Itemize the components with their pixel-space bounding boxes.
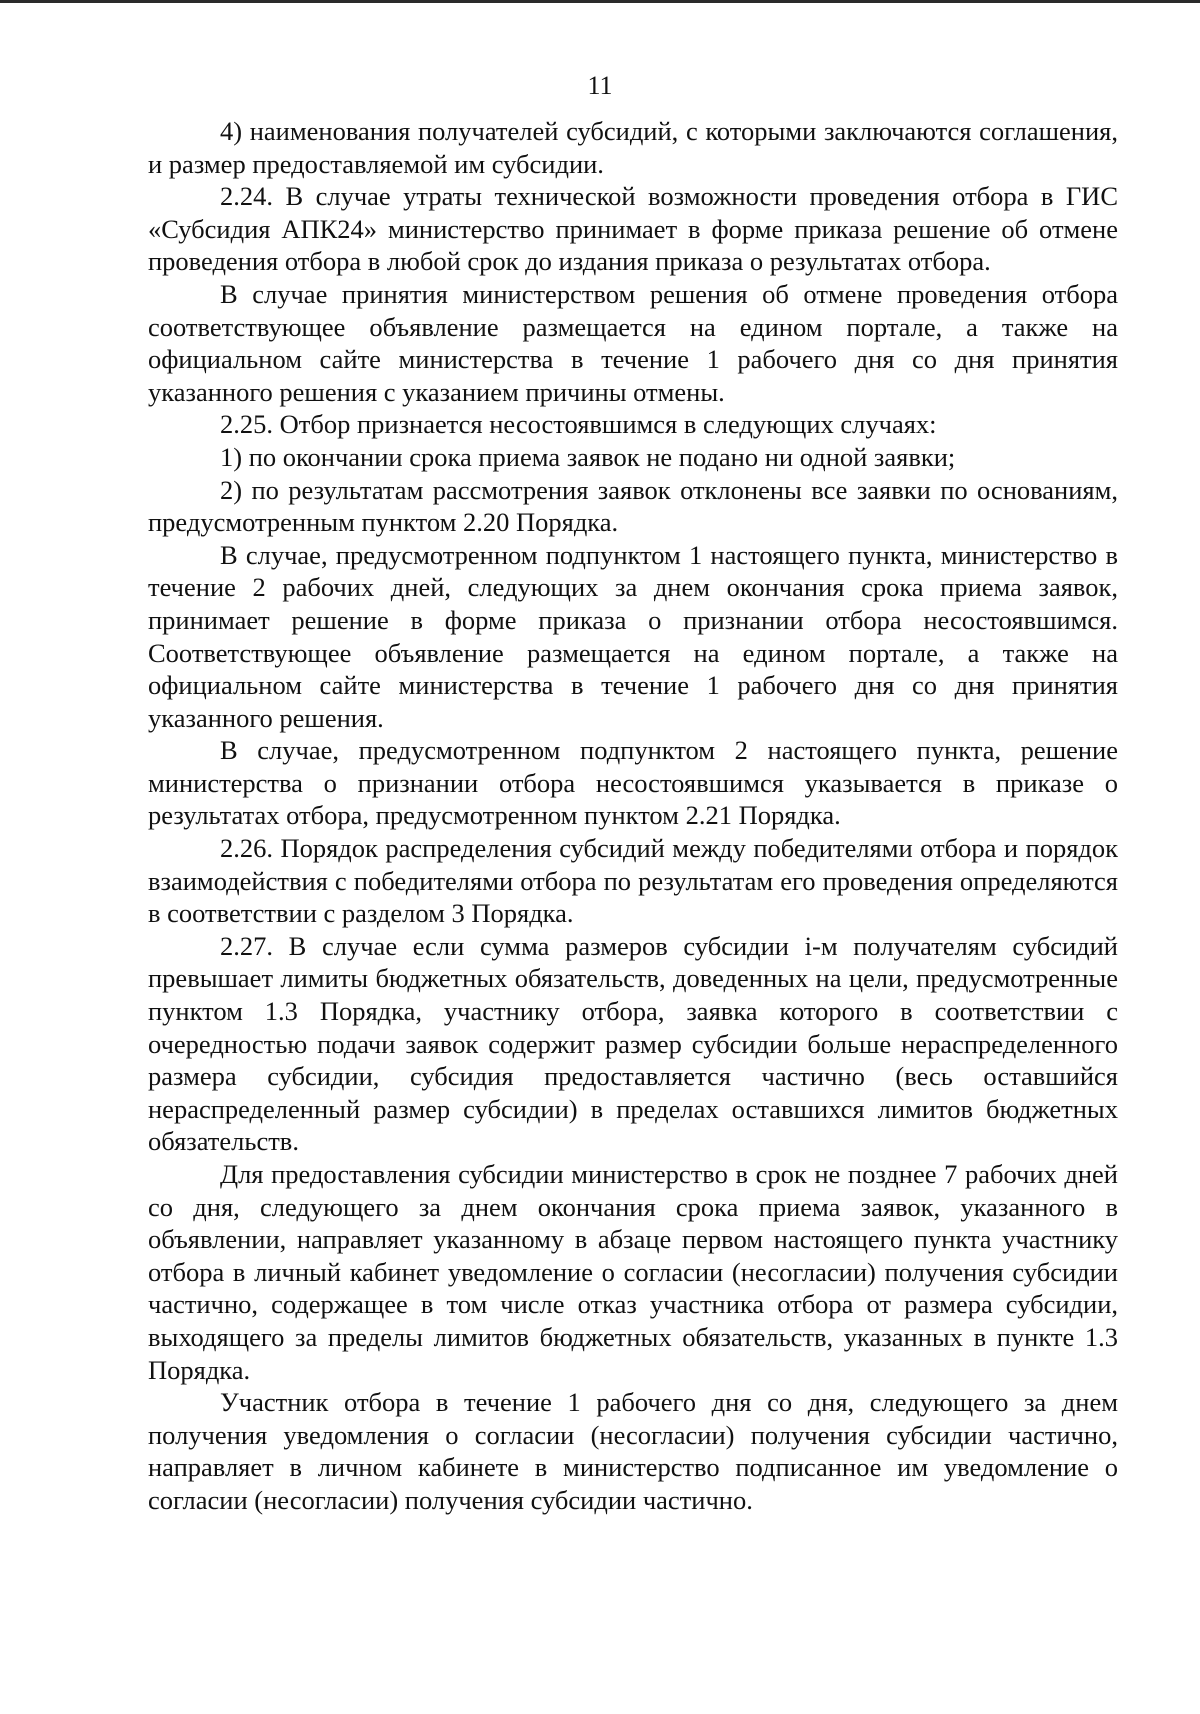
paragraph-item-4: 4) наименования получателей субсидий, с которыми заключаются соглашения, и размер предоставляемой им субсидии.: [148, 116, 1118, 179]
paragraph-partial-subsidy-notice: Для предоставления субсидии министерство в срок не позднее 7 рабочих дней со дня, следующего за днем окончания срока приема заявок, указанного в объявлении, направляет указанному в абзаце первом настоящего пункта участнику отбора в личный кабинет уведомление о согласии (несогласии) получения субсидии частично, содержащее в том числе отказ участника отбора от размера субсидии, выходящего за пределы лимитов бюджетных обязательств, указанных в пункте 1.3 Порядка.: [148, 1159, 1118, 1385]
paragraph-2-24: 2.24. В случае утраты технической возможности проведения отбора в ГИС «Субсидия АПК24» министерство принимает в форме приказа решение об отмене проведения отбора в любой срок до издания приказа о результатах отбора.: [148, 181, 1118, 277]
paragraph-case-1: 1) по окончании срока приема заявок не подано ни одной заявки;: [220, 441, 956, 472]
paragraph-case-1-decision: В случае, предусмотренном подпунктом 1 настоящего пункта, министерство в течение 2 рабочих дней, следующих за днем окончания срока приема заявок, принимает решение в форме приказа о признании отбора несостоявшимся. Соответствующее объявление размещается на едином портале, а также на официальном сайте министерства в течение 1 рабочего дня со дня принятия указанного решения.: [148, 539, 1118, 733]
scan-top-edge: [0, 0, 1200, 3]
document-body: [148, 115, 1118, 1517]
paragraph-participant-response: Участник отбора в течение 1 рабочего дня со дня, следующего за днем получения уведомления о согласии (несогласии) получения субсидии частично, направляет в личном кабинете в министерство подписанное им уведомление о согласии (несогласии) получения субсидии частично.: [148, 1387, 1118, 1515]
paragraph-2-26: 2.26. Порядок распределения субсидий между победителями отбора и порядок взаимодействия с победителями отбора по результатам его проведения определяются в соответствии с разделом 3 Порядка.: [148, 833, 1118, 929]
paragraph-cancellation-notice: В случае принятия министерством решения об отмене проведения отбора соответствующее объявление размещается на едином портале, а также на официальном сайте министерства в течение 1 рабочего дня со дня принятия указанного решения с указанием причины отмены.: [148, 278, 1118, 407]
paragraph-case-2: 2) по результатам рассмотрения заявок отклонены все заявки по основаниям, предусмотренным пунктом 2.20 Порядка.: [148, 474, 1118, 538]
paragraph-2-25: 2.25. Отбор признается несостоявшимся в следующих случаях:: [220, 409, 937, 440]
paragraph-2-27: 2.27. В случае если сумма размеров субсидии i-м получателям субсидий превышает лимиты бюджетных обязательств, доведенных на цели, предусмотренные пунктом 1.3 Порядка, участнику отбора, заявка которого в соответствии с очередностью подачи заявок содержит размер субсидии больше нераспределенного размера субсидии, субсидия предоставляется частично (весь оставшийся нераспределенный размер субсидии) в пределах оставшихся лимитов бюджетных обязательств.: [148, 930, 1118, 1157]
page-number: 11: [587, 71, 613, 100]
paragraph-case-2-decision: В случае, предусмотренном подпунктом 2 настоящего пункта, решение министерства о признании отбора несостоявшимся указывается в приказе о результатах отбора, предусмотренном пунктом 2.21 Порядка.: [148, 735, 1118, 831]
